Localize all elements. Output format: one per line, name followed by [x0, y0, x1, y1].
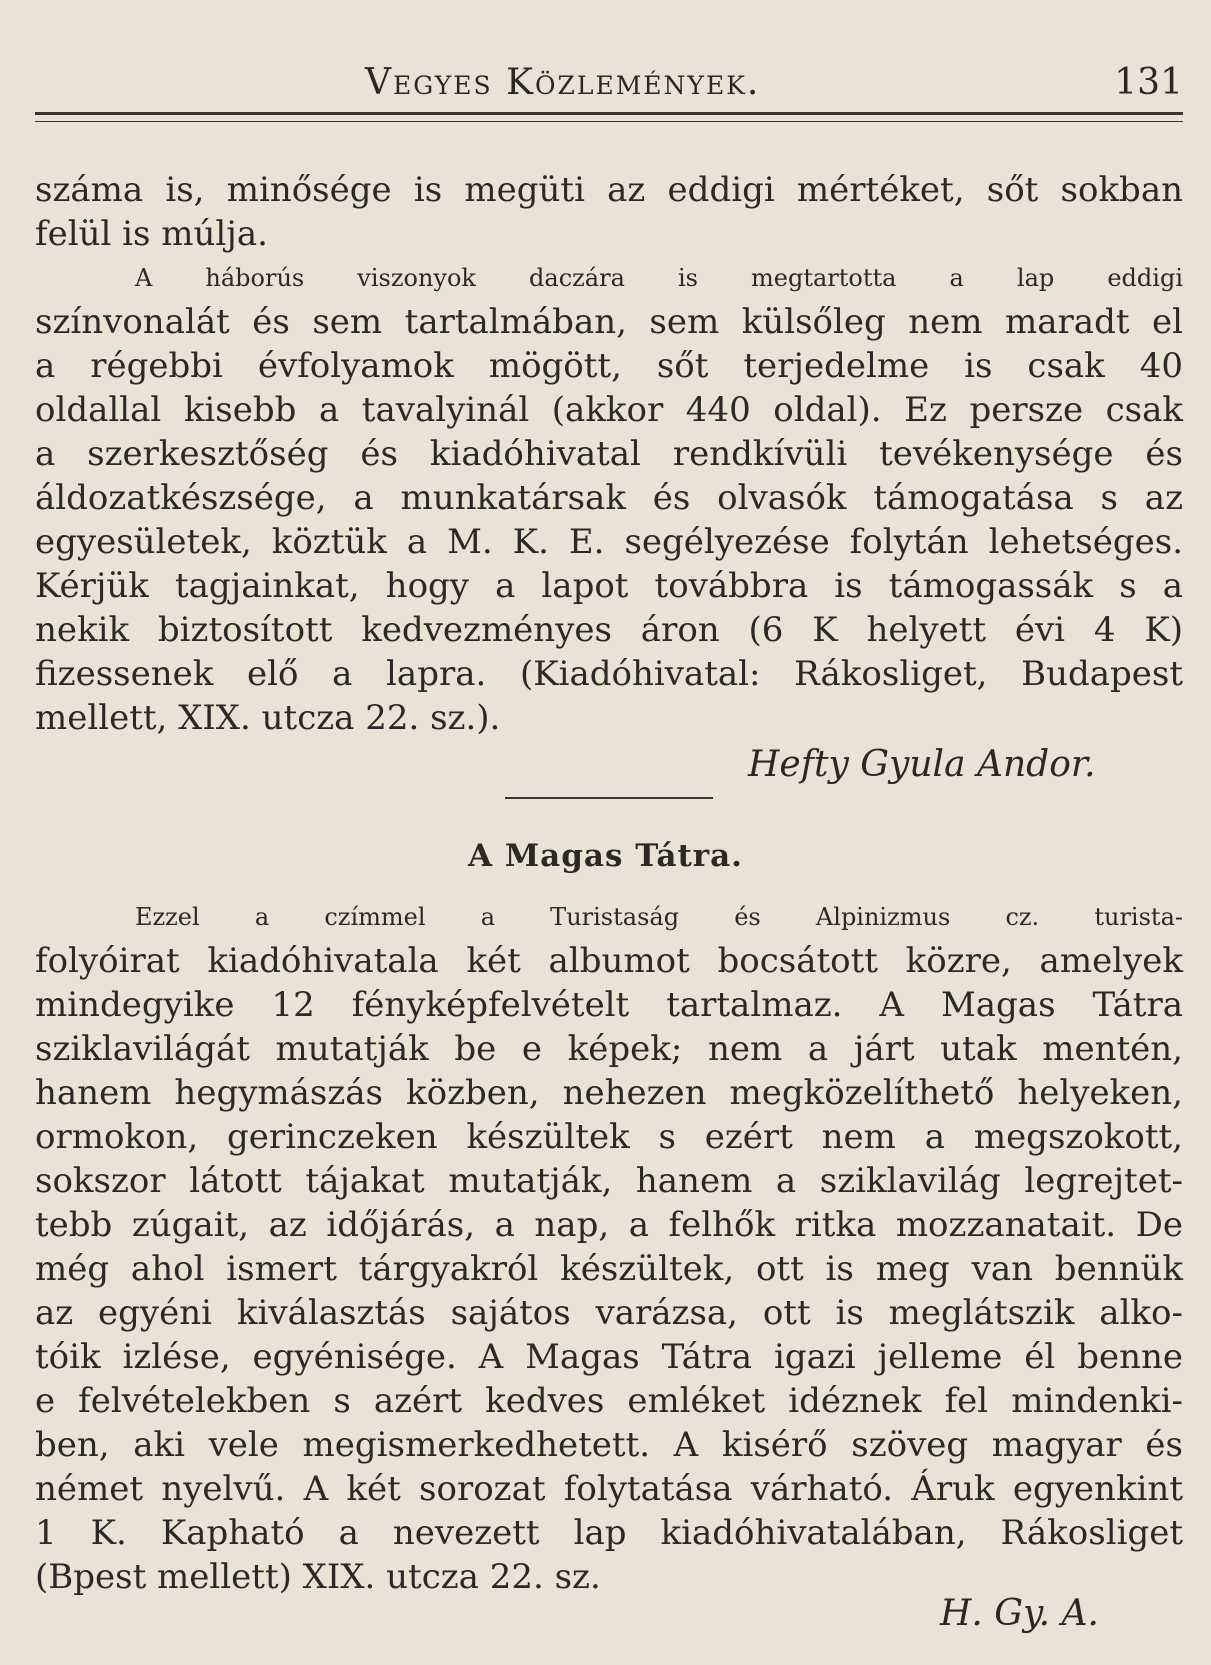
paragraph-line: német nyelvű. A két sorozat folytatása várható. Áruk egyenkint	[35, 1469, 1183, 1509]
paragraph-line: fizessenek elő a lapra. (Kiadóhivatal: Rákosliget, Budapest	[35, 654, 1183, 694]
paragraph-line: tebb zúgait, az időjárás, a nap, a felhők ritka mozzanatait. De	[35, 1205, 1183, 1245]
article-2-heading: A Magas Tátra.	[468, 838, 743, 874]
paragraph-line: a régebbi évfolyamok mögött, sőt terjedelme is csak 40	[35, 346, 1183, 386]
running-head	[35, 62, 1183, 110]
paragraph-line: ormokon, gerinczeken készültek s ezért nem a megszokott,	[35, 1117, 1183, 1157]
paragraph-line: A háborús viszonyok daczára is megtartotta a lap eddigi	[135, 264, 1183, 292]
paragraph-line: egyesületek, köztük a M. K. E. segélyezése folytán lehetséges.	[35, 522, 1183, 562]
running-title: Vegyes Közlemények.	[365, 62, 761, 103]
paragraph-line: hanem hegymászás közben, nehezen megközelíthető helyeken,	[35, 1073, 1183, 1113]
paragraph-line: sokszor látott tájakat mutatják, hanem a sziklavilág legrejtet-	[35, 1161, 1183, 1201]
paragraph-line: (Bpest mellett) XIX. utcza 22. sz.	[35, 1557, 601, 1597]
paragraph-line: színvonalát és sem tartalmában, sem külsőleg nem maradt el	[35, 302, 1183, 342]
paragraph-line: felül is múlja.	[35, 214, 268, 254]
paragraph-line: Ezzel a czímmel a Turistaság és Alpinizmus cz. turista-	[135, 903, 1183, 931]
paragraph-line: mindegyike 12 fényképfelvételt tartalmaz. A Magas Tátra	[35, 985, 1183, 1025]
article-separator	[505, 797, 713, 799]
article-2-signature: H. Gy. A.	[940, 1593, 1099, 1634]
paragraph-line: még ahol ismert tárgyakról készültek, ott is meg van bennük	[35, 1249, 1183, 1289]
paragraph-line: folyóirat kiadóhivatala két albumot bocsátott közre, amelyek	[35, 941, 1183, 981]
article-2-body	[35, 895, 1183, 1599]
paragraph-line: mellett, XIX. utcza 22. sz.).	[35, 698, 501, 738]
paragraph-line: áldozatkészsége, a munkatársak és olvasók támogatása s az	[35, 478, 1183, 518]
paragraph-line: Kérjük tagjainkat, hogy a lapot továbbra is támogassák s a	[35, 566, 1183, 606]
paragraph-line: tóik izlése, egyénisége. A Magas Tátra igazi jelleme él benne	[35, 1337, 1183, 1377]
paragraph-line: oldallal kisebb a tavalyinál (akkor 440 oldal). Ez persze csak	[35, 390, 1183, 430]
paragraph-line: sziklavilágát mutatják be e képek; nem a járt utak mentén,	[35, 1029, 1183, 1069]
paragraph-line: ben, aki vele megismerkedhetett. A kisérő szöveg magyar és	[35, 1425, 1183, 1465]
paragraph-line: az egyéni kiválasztás sajátos varázsa, ott is meglátszik alko-	[35, 1293, 1183, 1333]
article-1-body	[35, 168, 1183, 740]
page-number: 131	[1114, 62, 1183, 103]
paragraph-line: 1 K. Kapható a nevezett lap kiadóhivatalában, Rákosliget	[35, 1513, 1183, 1553]
paragraph-line: száma is, minősége is megüti az eddigi mértéket, sőt sokban	[35, 170, 1183, 210]
paragraph-line: a szerkesztőség és kiadóhivatal rendkívüli tevékenysége és	[35, 434, 1183, 474]
paragraph-line: e felvételekben s azért kedves emléket idéznek fel mindenki-	[35, 1381, 1183, 1421]
header-rule	[35, 112, 1183, 122]
article-1-signature: Hefty Gyula Andor.	[748, 744, 1096, 785]
paragraph-line: nekik biztosított kedvezményes áron (6 K helyett évi 4 K)	[35, 610, 1183, 650]
